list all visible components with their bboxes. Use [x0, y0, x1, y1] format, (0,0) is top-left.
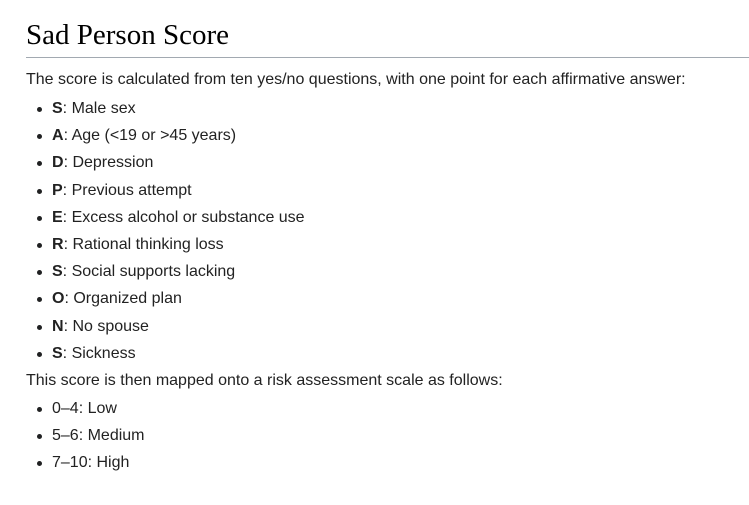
list-item [26, 289, 749, 309]
list-item [26, 126, 749, 146]
criterion-letter: A [52, 127, 64, 145]
criterion-text: : Organized plan [64, 290, 182, 308]
list-item: 5–6: Medium [26, 426, 749, 446]
list-item: 0–4: Low [26, 399, 749, 419]
criterion-text: : Depression [63, 154, 154, 172]
section-heading: Sad Person Score [26, 0, 749, 58]
risk-scale-list [26, 399, 749, 473]
criterion-letter: R [52, 235, 64, 253]
criterion-text: : Rational thinking loss [63, 235, 224, 253]
list-item [26, 181, 749, 201]
list-item [26, 317, 749, 337]
criterion-letter: E [52, 208, 63, 226]
list-item [26, 153, 749, 173]
criterion-letter: S [52, 263, 63, 281]
article-section [26, 0, 749, 480]
criterion-letter: S [52, 344, 63, 362]
criterion-letter: S [52, 100, 63, 117]
criteria-list [26, 99, 749, 364]
criterion-text: : Excess alcohol or substance use [62, 208, 305, 226]
criterion-text: : Social supports lacking [62, 263, 236, 281]
criterion-text: : Sickness [62, 344, 136, 362]
list-item [26, 208, 749, 228]
criterion-text: : No spouse [63, 317, 149, 335]
criterion-letter: N [52, 317, 64, 335]
mapping-paragraph: This score is then mapped onto a risk assessment scale as follows: [26, 371, 503, 389]
criterion-letter: O [52, 290, 65, 308]
criterion-letter: P [52, 181, 63, 199]
criterion-text: : Male sex [62, 100, 136, 117]
intro-paragraph: The score is calculated from ten yes/no questions, with one point for each affirmative answer: [26, 71, 686, 88]
list-item [26, 99, 749, 119]
list-item [26, 344, 749, 364]
list-item [26, 235, 749, 255]
criterion-letter: D [52, 154, 64, 172]
criterion-text: : Age (<19 or >45 years) [63, 127, 237, 145]
list-item: 7–10: High [26, 453, 749, 473]
list-item [26, 262, 749, 282]
criterion-text: : Previous attempt [62, 181, 192, 199]
